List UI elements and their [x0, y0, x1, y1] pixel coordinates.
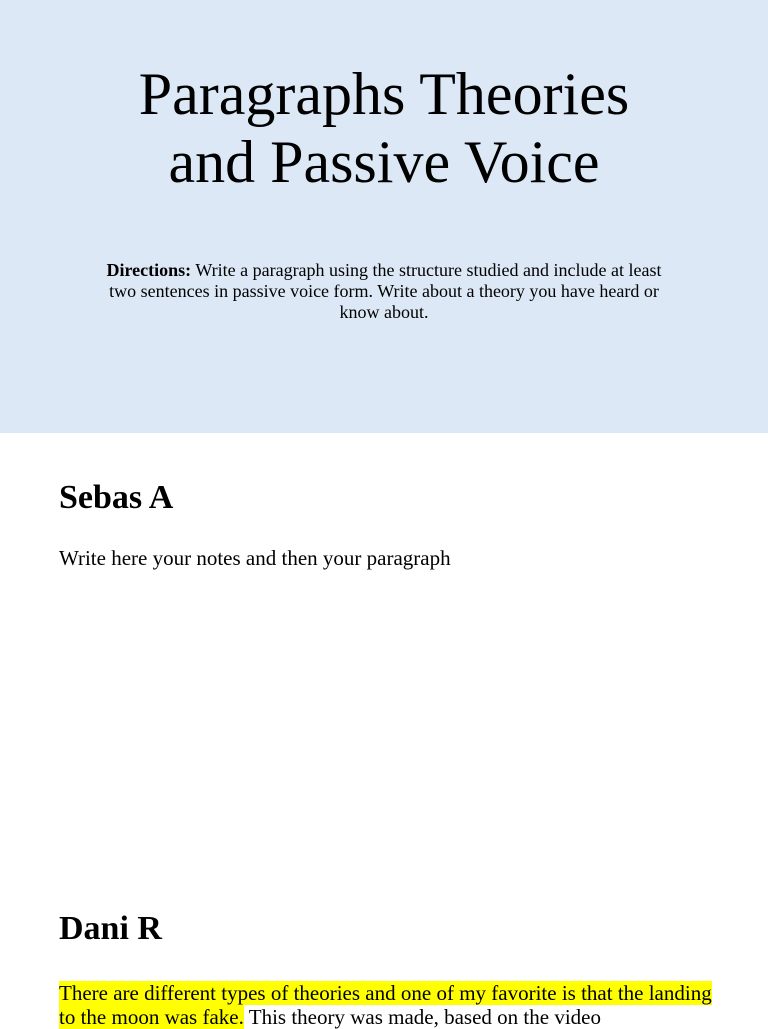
highlighted-text: There are different types of theories and one of my favorite is that the landing to the moon was fake.: [59, 981, 712, 1029]
title-line-1: Paragraphs Theories: [138, 61, 630, 127]
entry-text[interactable]: Write here your notes and then your paragraph: [59, 546, 451, 570]
student-name: Dani R: [59, 910, 162, 947]
title-line-2: and Passive Voice: [168, 129, 600, 195]
plain-text: This theory was made, based on the video: [243, 1005, 601, 1029]
directions: [100, 260, 668, 323]
directions-label: Directions:: [106, 260, 192, 280]
student-entry-dani: [59, 909, 719, 1029]
page-title: [0, 60, 768, 196]
entry-text[interactable]: [59, 981, 719, 1029]
header-banner: [0, 0, 768, 433]
student-entry-sebas: [59, 478, 719, 570]
student-name: Sebas A: [59, 479, 174, 516]
directions-text: Write a paragraph using the structure studied and include at least two sentences in passive voice form. Write about a theory you have heard or know about.: [109, 260, 662, 322]
